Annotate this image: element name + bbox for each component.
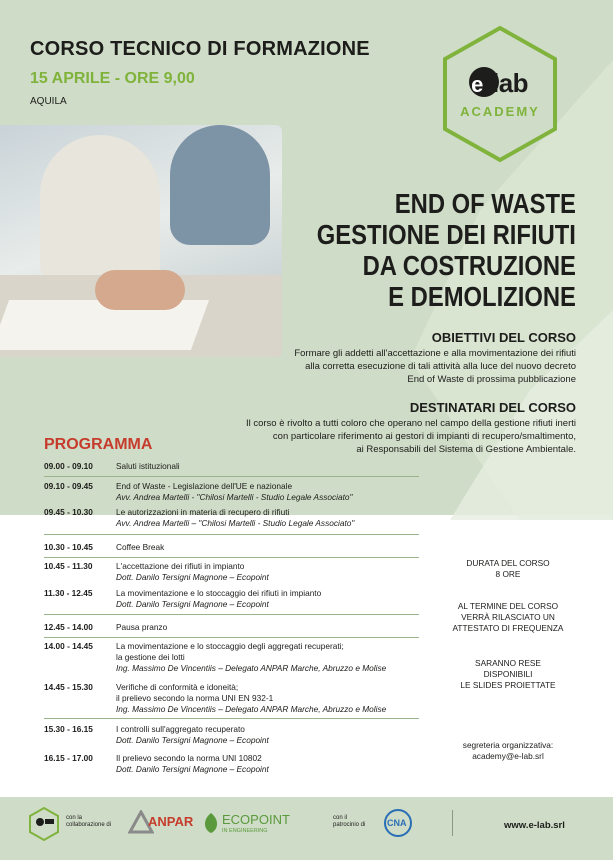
program-row: 09.10 - 09.45 End of Waste - Legislazione dell'UE e nazionale Avv. Andrea Martelli - "Chilosi Martelli - Studio Legale Associato" <box>44 481 353 502</box>
cna-logo: CNA <box>387 818 407 828</box>
leaf-icon <box>202 812 220 834</box>
course-photo <box>0 125 282 357</box>
patrocinio-label: con il patrocinio di <box>333 815 366 828</box>
footer-divider <box>452 810 453 836</box>
row-divider <box>44 534 419 535</box>
anpar-logo: ANPAR <box>148 814 194 829</box>
destinatari-text: Il corso è rivolto a tutti coloro che operano nel campo della gestione rifiuti inerti con particolare riferimento ai gestori di impianti di recupero/smaltimento, ai Responsabili del Sistema di Gestione Ambientale. <box>245 418 576 455</box>
collab-label: con la collaborazione di <box>66 815 112 828</box>
program-row: 10.30 - 10.45 Coffee Break <box>44 542 165 552</box>
ecopoint-sub: IN ENGINEERING <box>222 828 268 834</box>
program-row: 10.45 - 11.30 L'accettazione dei rifiuti in impianto Dott. Danilo Tersigni Magnone – Ecopoint <box>44 561 269 582</box>
program-row: 09.00 - 09.10 Saluti istituzionali <box>44 461 180 471</box>
program-row: 14.00 - 14.45 La movimentazione e lo stoccaggio degli aggregati recuperati; la gestione dei lotti Ing. Massimo De Vincentiis – Delegato ANPAR Marche, Abruzzo e Molise <box>44 641 387 673</box>
program-row: 15.30 - 16.15 I controlli sull'aggregato recuperato Dott. Danilo Tersigni Magnone – Ecopoint <box>44 724 269 745</box>
main-title-line: DA COSTRUZIONE <box>362 250 576 281</box>
program-row: 16.15 - 17.00 Il prelievo secondo la norma UNI 10802 Dott. Danilo Tersigni Magnone – Ecopoint <box>44 753 269 774</box>
slides-info: SARANNO RESE DISPONIBILI LE SLIDES PROIETTATE <box>460 658 556 690</box>
program-row: 14.45 - 15.30 Verifiche di conformità e idoneità; il prelievo secondo la norma UNI EN 932-1 Ing. Massimo De Vincentiis – Delegato ANPAR Marche, Abruzzo e Molise <box>44 682 387 714</box>
main-title-line: E DEMOLIZIONE <box>388 281 576 312</box>
durata-info: DURATA DEL CORSO 8 ORE <box>466 558 550 579</box>
destinatari-heading: DESTINATARI DEL CORSO <box>409 400 576 415</box>
obiettivi-text: Formare gli addetti all'accettazione e alla movimentazione dei rifiuti alla corretta esecuzione di tali attività alla luce del nuovo decreto End of Waste di prossima pubblicazione <box>294 348 576 385</box>
main-title-line: GESTIONE DEI RIFIUTI <box>316 219 576 250</box>
programma-heading: PROGRAMMA <box>44 436 153 453</box>
attestato-info: AL TERMINE DEL CORSO VERRÀ RILASCIATO UN ATTESTATO DI FREQUENZA <box>452 601 564 633</box>
obiettivi-heading: OBIETTIVI DEL CORSO <box>431 330 576 345</box>
program-row: 11.30 - 12.45 La movimentazione e lo stoccaggio dei rifiuti in impianto Dott. Danilo Tersigni Magnone – Ecopoint <box>44 588 322 609</box>
website-link[interactable]: www.e-lab.srl <box>504 820 565 831</box>
logo-brand: e lab <box>471 68 529 98</box>
segreteria-info: segreteria organizzativa: academy@e-lab.srl <box>448 740 568 762</box>
logo-sub: ACADEMY <box>460 104 540 119</box>
program-row: 09.45 - 10.30 Le autorizzazioni in materia di recupero di rifiuti Avv. Andrea Martelli – "Chilosi Martelli - Studio Legale Associato" <box>44 507 355 528</box>
row-divider <box>44 557 419 558</box>
elab-footer-logo <box>28 806 60 842</box>
main-title <box>317 188 576 312</box>
course-date: 15 APRILE - ORE 9,00 <box>30 70 195 87</box>
row-divider <box>44 476 419 477</box>
ecopoint-logo: ECOPOINT <box>222 812 290 827</box>
row-divider <box>44 637 419 638</box>
row-divider <box>44 718 419 719</box>
main-title-line: END OF WASTE <box>394 188 576 219</box>
segreteria-email[interactable]: academy@e-lab.srl <box>472 751 544 761</box>
elab-academy-logo <box>440 24 560 164</box>
row-divider <box>44 614 419 615</box>
course-location: AQUILA <box>30 96 67 107</box>
program-row: 12.45 - 14.00 Pausa pranzo <box>44 622 168 632</box>
course-type-heading: CORSO TECNICO DI FORMAZIONE <box>30 38 370 60</box>
